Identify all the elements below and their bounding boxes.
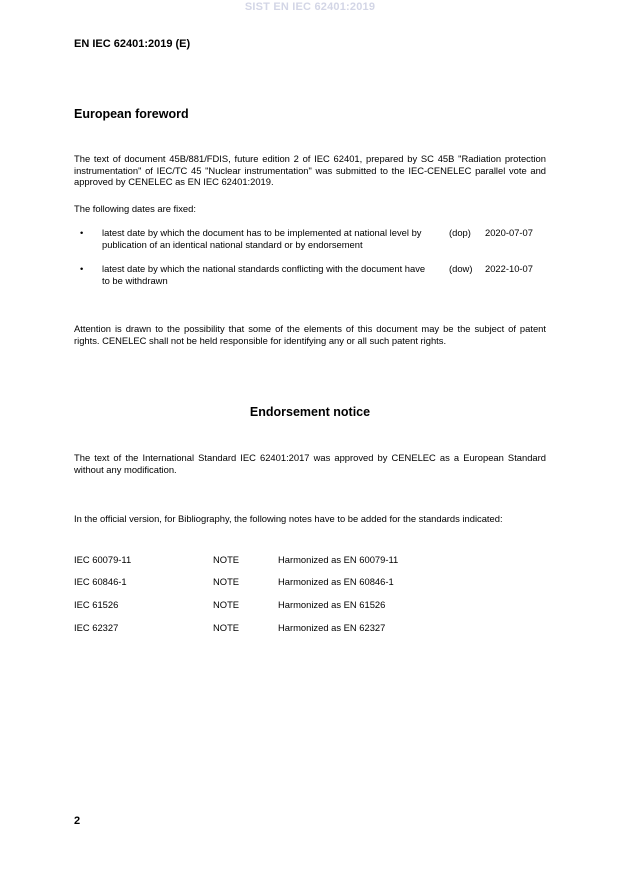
date-item-date: 2022-10-07 (485, 263, 533, 274)
note-standard: IEC 60846-1 (74, 576, 127, 587)
bibliography-intro: In the official version, for Bibliography, the following notes have to be added for the standards indicated: (74, 513, 503, 524)
date-item-abbr: (dop) (449, 227, 471, 238)
dates-intro: The following dates are fixed: (74, 203, 196, 214)
foreword-intro: The text of document 45B/881/FDIS, future edition 2 of IEC 62401, prepared by SC 45B "Radiation protection instrumentation" of IEC/TC 45 "Nuclear instrumentation" was submitted to the IEC-CENELEC parallel vote and approved by CENELEC as EN IEC 62401:2019. (74, 153, 546, 187)
foreword-title: European foreword (74, 107, 189, 121)
note-harmonized: Harmonized as EN 61526 (278, 599, 386, 610)
note-label: NOTE (213, 576, 240, 587)
date-item-text: latest date by which the document has to be implemented at national level by publication of an identical national standard or by endorsement (102, 227, 422, 250)
date-item-abbr: (dow) (449, 263, 473, 274)
note-label: NOTE (213, 599, 240, 610)
date-item-date: 2020-07-07 (485, 227, 533, 238)
note-standard: IEC 62327 (74, 622, 119, 633)
note-harmonized: Harmonized as EN 60846-1 (278, 576, 394, 587)
note-standard: IEC 60079-11 (74, 554, 132, 565)
endorsement-title: Endorsement notice (249, 405, 371, 419)
note-harmonized: Harmonized as EN 60079-11 (278, 554, 399, 565)
note-standard: IEC 61526 (74, 599, 119, 610)
document-id: EN IEC 62401:2019 (E) (74, 38, 191, 50)
note-label: NOTE (213, 622, 240, 633)
attention-paragraph: Attention is drawn to the possibility that some of the elements of this document may be the subject of patent rights. CENELEC shall not be held responsible for identifying any or all such patent rights. (74, 323, 546, 346)
page-number: 2 (74, 815, 81, 827)
note-label: NOTE (213, 554, 240, 565)
bullet-icon: • (80, 263, 84, 274)
bullet-icon: • (80, 227, 84, 238)
date-item-text: latest date by which the national standards conflicting with the document have to be withdrawn (102, 263, 426, 286)
watermark: SIST EN IEC 62401:2019 (244, 1, 376, 13)
note-harmonized: Harmonized as EN 62327 (278, 622, 386, 633)
endorsement-text: The text of the International Standard IEC 62401:2017 was approved by CENELEC as a European Standard without any modification. (74, 452, 546, 475)
